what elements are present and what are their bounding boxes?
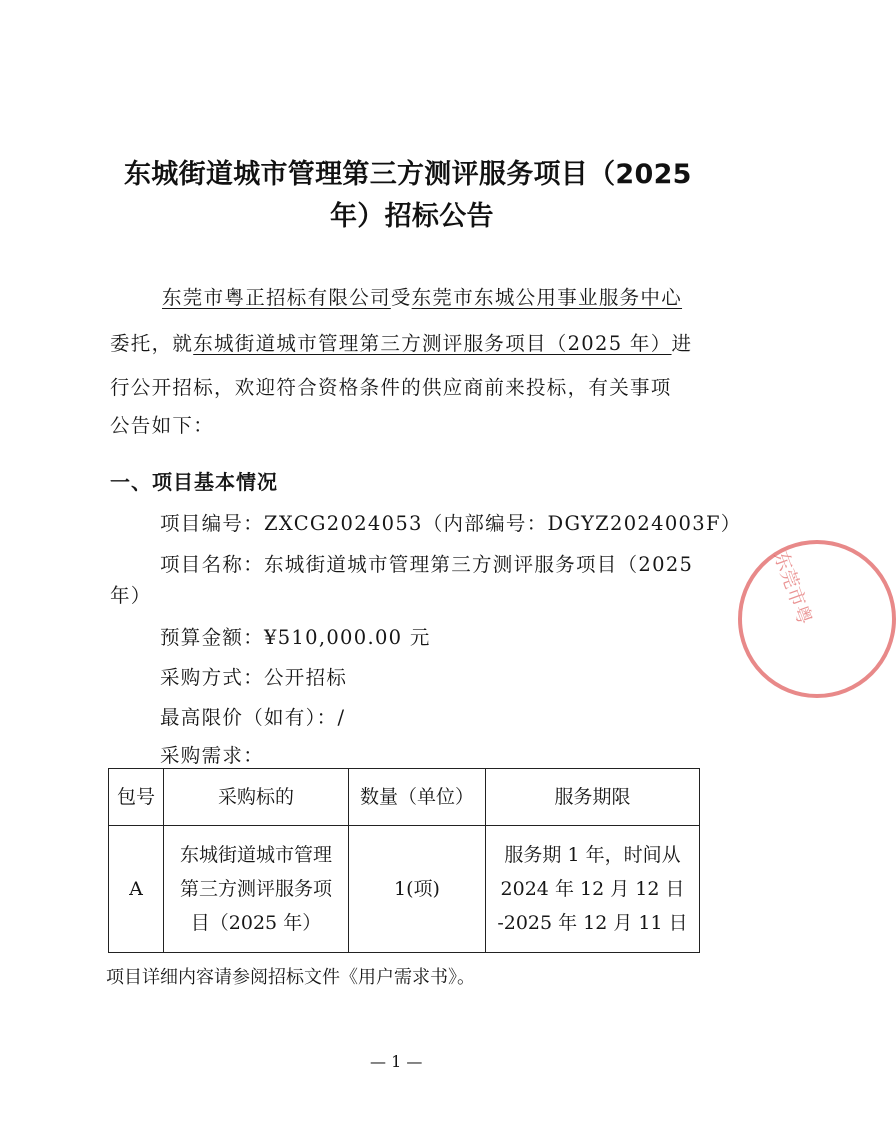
intro-line3: 行公开招标，欢迎符合资格条件的供应商前来投标，有关事项 [110, 376, 672, 399]
intro-line4: 公告如下： [110, 414, 215, 437]
cell-period [486, 826, 700, 953]
header-subject: 采购标的 [164, 769, 349, 826]
seal-text: 东莞市粤 [769, 548, 816, 628]
footer-note: 项目详细内容请参阅招标文件《用户需求书》。 [106, 967, 475, 988]
intro-line2 [110, 328, 692, 356]
project-name-underlined: 东城街道城市管理第三方测评服务项目（2025 年） [193, 332, 672, 355]
procurement-method: 采购方式：公开招标 [160, 666, 348, 689]
document-title-line2: 年）招标公告 [330, 201, 494, 232]
header-period: 服务期限 [486, 769, 700, 826]
period-line: -2025 年 12 月 11 日 [497, 912, 688, 934]
period-line: 服务期 1 年，时间从 [504, 844, 681, 866]
max-price: 最高限价（如有）：/ [160, 706, 346, 729]
project-name-line1: 项目名称：东城街道城市管理第三方测评服务项目（2025 [160, 553, 694, 576]
section-heading: 一、项目基本情况 [110, 470, 278, 494]
company-seal [738, 540, 896, 698]
intro-line2-suffix: 进 [671, 332, 693, 355]
header-package: 包号 [109, 769, 164, 826]
procurement-requirements-label: 采购需求： [160, 744, 265, 767]
table-row [109, 826, 700, 953]
intro-line2-prefix: 委托，就 [110, 332, 194, 355]
project-number: 项目编号：ZXCG2024053（内部编号：DGYZ2024003F） [160, 512, 742, 535]
period-line: 2024 年 12 月 12 日 [500, 878, 685, 900]
client-name: 东莞市东城公用事业服务中心 [411, 286, 683, 309]
header-quantity: 数量（单位） [349, 769, 486, 826]
project-name-line2: 年） [110, 584, 152, 607]
budget-amount: 预算金额：¥510,000.00 元 [160, 626, 431, 649]
intro-by: 受 [390, 286, 412, 309]
subject-line: 第三方测评服务项 [179, 878, 332, 900]
cell-package: A [109, 826, 164, 953]
agency-name: 东莞市粤正招标有限公司 [162, 286, 391, 309]
subject-line: 东城街道城市管理 [179, 844, 332, 866]
page-number: — 1 — [370, 1052, 423, 1071]
subject-line: 目（2025 年） [190, 912, 322, 934]
intro-line1 [162, 282, 682, 310]
cell-subject [164, 826, 349, 953]
document-title-line1: 东城街道城市管理第三方测评服务项目（2025 [124, 159, 692, 190]
requirements-table [108, 768, 700, 953]
table-header-row [109, 769, 700, 826]
cell-quantity: 1(项) [349, 826, 486, 953]
